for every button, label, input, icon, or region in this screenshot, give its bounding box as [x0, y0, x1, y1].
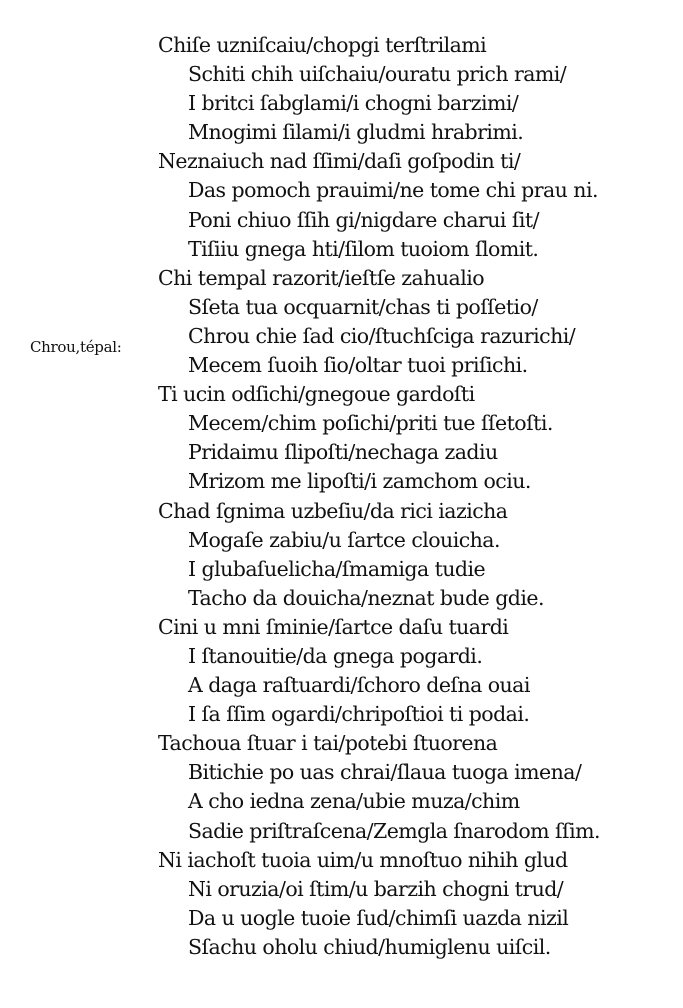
- stanza-first-line: Ni iachoſt tuoia uim/u mnoſtuo nihih glud: [158, 847, 568, 872]
- verse-line: Das pomoch prauimi/ne tome chi prau ni.: [188, 178, 598, 203]
- verse-line: Mogaſe zabiu/u ſartce clouicha.: [188, 527, 500, 552]
- stanza-first-line: Tachoua ſtuar i tai/potebi ſtuorena: [158, 731, 498, 756]
- stanza: [158, 380, 673, 496]
- stanza-first-line: Cini u mni ſminie/ſartce daſu tuardi: [158, 614, 509, 639]
- verse-line: I ſa ſſim ogardi/chripoſtioi ti podai.: [188, 702, 530, 727]
- verse-line: Mrizom me lipoſti/i zamchom ociu.: [188, 469, 531, 494]
- verse-line: Ni oruzia/oi ſtim/u barzih chogni trud/: [188, 876, 564, 901]
- verse-line: I britci ſabglami/i chogni barzimi/: [188, 91, 519, 116]
- stanza-first-line: Chad ſgnima uzbeſiu/da rici iazicha: [158, 498, 508, 523]
- stanza: [158, 147, 673, 263]
- verse-line: I ſtanouitie/da gnega pogardi.: [188, 643, 483, 668]
- stanza: [158, 264, 673, 380]
- stanza-first-line: Chiſe uzniſcaiu/chopgi terſtrilami: [158, 33, 487, 57]
- stanza: [158, 846, 673, 962]
- stanza-first-line: Ti ucin odſichi/gnegoue gardoſti: [158, 382, 475, 407]
- verse-line: Chrou chie ſad cio/ſtuchſciga razurichi/: [188, 323, 576, 348]
- verse-line: Bitichie po uas chrai/ſlaua tuoga imena/: [188, 760, 582, 785]
- verse-line: A daga raſtuardi/ſchoro deſna ouai: [188, 673, 530, 698]
- verse-line: Mecem ſuoih ſio/oltar tuoi priſichi.: [188, 353, 528, 378]
- verse-line: Pridaimu ſlipoſti/nechaga zadiu: [188, 440, 498, 465]
- verse-line: Da u uogle tuoie ſud/chimſi uazda nizil: [188, 905, 569, 930]
- margin-note: Chrou,tépal:: [30, 338, 122, 356]
- verse-line: Poni chiuo ſſih gi/nigdare charui ſit/: [188, 207, 539, 232]
- stanza-first-line: Neznaiuch nad ſſimi/daſi goſpodin ti/: [158, 149, 521, 174]
- stanza: [158, 729, 673, 845]
- stanza: [158, 613, 673, 729]
- stanza-first-line: Chi tempal razorit/ieſtſe zahualio: [158, 265, 485, 290]
- verse-line: Sſachu oholu chiud/humiglenu uiſcil.: [188, 934, 551, 959]
- verse-line: Mecem/chim poſichi/priti tue ſſetoſti.: [188, 411, 553, 436]
- verse-line: Tiſiiu gnega hti/ſilom tuoiom ſlomit.: [188, 236, 539, 261]
- verse-line: I glubaſuelicha/ſmamiga tudie: [188, 556, 486, 581]
- verse-line: Sadie priſtraſcena/Zemgla ſnarodom ſſim.: [188, 818, 600, 843]
- verse-line: Tacho da douicha/neznat bude gdie.: [188, 585, 544, 610]
- verse-line: Sſeta tua ocquarnit/chas ti poſſetio/: [188, 294, 538, 319]
- stanza: [158, 31, 673, 147]
- verse-line: A cho iedna zena/ubie muza/chim: [188, 789, 520, 814]
- verse-line: Schiti chih uiſchaiu/ouratu prich rami/: [188, 62, 567, 87]
- poem-text: [158, 31, 673, 962]
- stanza: [158, 497, 673, 613]
- verse-line: Mnogimi ſilami/i gludmi hrabrimi.: [188, 120, 524, 145]
